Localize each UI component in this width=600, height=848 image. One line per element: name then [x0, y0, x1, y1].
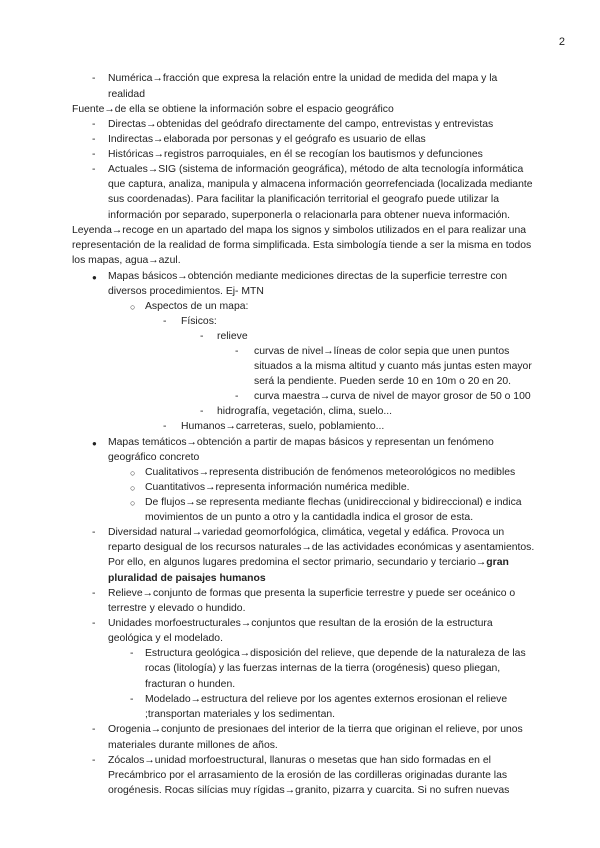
text-line — [145, 693, 507, 706]
text-line — [108, 270, 507, 283]
text-line — [145, 466, 515, 479]
bullet-marker: ● — [92, 273, 97, 282]
line-text: situados a la misma altitud y cuanto más juntas esten mayor — [254, 361, 532, 372]
dash-marker: - — [92, 164, 96, 175]
line-text: geográfico concreto — [108, 452, 200, 463]
line-text: Relieve→conjunto de formas que presenta la superficie terrestre y puede ser oceánico o — [108, 588, 516, 599]
circle-marker: ○ — [130, 468, 136, 478]
text-line — [145, 678, 235, 691]
text-line — [254, 360, 532, 373]
line-text: terrestre y elevado o hundido. — [108, 603, 246, 614]
dash-marker: - — [163, 421, 167, 432]
line-text: Modelado→estructura del relieve por los agentes externos erosionan el relieve — [145, 694, 508, 705]
text-line — [108, 526, 504, 539]
line-text: Mapas temáticos→obtención a partir de mapas básicos y representan un fenómeno — [108, 437, 494, 448]
line-text: curva maestra→curva de nivel de mayor grosor de 50 o 100 — [254, 391, 531, 402]
page-number: 2 — [558, 36, 565, 48]
line-text: Cualitativos→representa distribución de fenómenos meteorológicos no medibles — [145, 467, 516, 478]
dash-marker: - — [92, 527, 96, 538]
line-text: Por ello, en algunos lugares predomina el sector primario, secundario y terciario→ — [108, 557, 487, 568]
text-line — [181, 315, 217, 328]
line-text: Unidades morfoestructurales→conjuntos que resultan de la erosión de la estructura — [108, 618, 493, 629]
text-line — [108, 784, 509, 797]
text-line — [145, 511, 473, 524]
line-text: materiales durante millones de años. — [108, 740, 278, 751]
dash-marker: - — [130, 648, 134, 659]
text-line — [217, 330, 248, 343]
line-text: Físicos: — [181, 316, 217, 327]
dash-marker: - — [92, 149, 96, 160]
dash-marker: - — [235, 346, 239, 357]
line-text: Diversidad natural→variedad geomorfológica, climática, vegetal y edáfica. Provoca un — [108, 527, 505, 538]
line-text: Cuantitativos→representa información numérica medible. — [145, 482, 410, 493]
text-line — [72, 254, 181, 267]
line-text: Orogenia→conjunto de presionaes del interior de la tierra que originan el relieve, por unos — [108, 724, 523, 735]
line-text: Humanos→carreteras, suelo, poblamiento... — [181, 421, 385, 432]
text-line — [108, 209, 510, 222]
text-line — [108, 148, 483, 161]
dash-marker: - — [92, 134, 96, 145]
text-line — [145, 300, 248, 313]
text-line — [108, 541, 534, 554]
line-text: geológica y el modelado. — [108, 633, 223, 644]
dash-marker: - — [163, 316, 167, 327]
dash-marker: - — [92, 724, 96, 735]
text-line — [108, 572, 266, 585]
dash-marker: - — [92, 618, 96, 629]
circle-marker: ○ — [130, 483, 136, 493]
text-line — [108, 587, 515, 600]
line-text: rocas (litología) y las fuerzas internas de la tierra (orogénesis) queso pliegan, — [145, 663, 501, 674]
line-text: reparto desigual de los recursos naturales→de las actividades económicas y asentamientos. — [108, 542, 535, 553]
line-text: Directas→obtenidas del geódrafo directamente del campo, entrevistas y entrevistas — [108, 119, 494, 130]
text-line — [108, 602, 245, 615]
text-line — [108, 88, 145, 101]
text-line — [72, 224, 526, 237]
line-text: Mapas básicos→obtención mediante mediciones directas de la superficie terrestre con — [108, 271, 508, 282]
text-line — [108, 133, 426, 146]
bullet-marker: ● — [92, 439, 97, 448]
line-text: realidad — [108, 89, 145, 100]
line-text: relieve — [217, 331, 248, 342]
bold-text: pluralidad de paisajes humanos — [108, 573, 266, 584]
line-text: sus coordenadas). Para facilitar la planificación territorial el geografo puede utilizar la — [108, 194, 500, 205]
text-line — [108, 632, 223, 645]
line-text: Zócalos→unidad morfoestructural, llanuras o mesetas que han sido formadas en el — [108, 755, 491, 766]
text-line — [217, 405, 392, 418]
text-line — [108, 754, 491, 767]
text-line — [254, 375, 511, 388]
circle-marker: ○ — [130, 302, 136, 312]
dash-marker: - — [130, 694, 134, 705]
text-line — [108, 178, 533, 191]
line-text: que captura, analiza, manipula y almacena información georrefenciada (localizada mediante — [108, 179, 533, 190]
text-line — [108, 617, 493, 630]
dash-marker: - — [92, 588, 96, 599]
line-text: De flujos→se representa mediante flechas (unidireccional y bidireccional) e indica — [145, 497, 522, 508]
text-line — [254, 345, 509, 358]
line-text: Actuales→SIG (sistema de información geográfica), método de alta tecnología informática — [108, 164, 524, 175]
line-text: Históricas→registros parroquiales, en él se recogían los bautismos y defunciones — [108, 149, 483, 160]
dash-marker: - — [235, 391, 239, 402]
line-text: Aspectos de un mapa: — [145, 301, 249, 312]
text-line — [108, 739, 278, 752]
text-line — [254, 390, 531, 403]
dash-marker: - — [200, 331, 204, 342]
text-line — [108, 769, 507, 782]
dash-marker: - — [92, 119, 96, 130]
line-text: será la pendiente. Pueden serde 10 en 10m o 20 en 20. — [254, 376, 512, 387]
dash-marker: - — [200, 406, 204, 417]
text-line — [181, 420, 384, 433]
text-line — [145, 662, 500, 675]
dash-marker: - — [92, 73, 96, 84]
circle-marker: ○ — [130, 498, 136, 508]
text-line — [145, 647, 526, 660]
text-line — [145, 496, 522, 509]
line-text: información por separado, superponerla o relacionarla para obtener nueva información. — [108, 210, 511, 221]
text-line — [108, 451, 199, 464]
text-line — [108, 556, 509, 569]
text-line — [145, 708, 335, 721]
line-text: hidrografía, vegetación, clima, suelo... — [217, 406, 393, 417]
line-text: representación de la realidad de forma simplificada. Esta simbología tiende a ser la misma en todos — [72, 240, 532, 251]
text-line — [108, 436, 494, 449]
line-text: orogénesis. Rocas silícias muy rígidas→granito, pizarra y cuarcita. Si no sufren nuevas — [108, 785, 510, 796]
text-line — [72, 103, 394, 116]
bold-text: gran — [486, 557, 509, 568]
text-line — [108, 285, 264, 298]
line-text: movimientos de un punto a otro y la cantidadla indica el grosor de esta. — [145, 512, 474, 523]
line-text: ;transportan materiales y los sedimentan. — [145, 709, 336, 720]
text-line — [108, 163, 523, 176]
dash-marker: - — [92, 755, 96, 766]
text-line — [108, 118, 493, 131]
line-text: Indirectas→elaborada por personas y el geógrafo es usuario de ellas — [108, 134, 426, 145]
line-text: Precámbrico por el arrasamiento de la erosión de las cordilleras originadas durante las — [108, 770, 508, 781]
line-text: fracturan o hunden. — [145, 679, 236, 690]
line-text: curvas de nivel→líneas de color sepia que unen puntos — [254, 346, 510, 357]
text-line — [108, 72, 497, 85]
line-text: Estructura geológica→disposición del relieve, que depende de la naturaleza de las — [145, 648, 526, 659]
line-text: Leyenda→recoge en un apartado del mapa los signos y simbolos utilizados en el para realizar una — [72, 225, 527, 236]
line-text: Fuente→de ella se obtiene la información sobre el espacio geográfico — [72, 104, 394, 115]
text-line — [108, 193, 499, 206]
text-line — [108, 723, 523, 736]
text-line — [145, 481, 410, 494]
line-text: diversos procedimientos. Ej- MTN — [108, 286, 264, 297]
line-text: Numérica→fracción que expresa la relación entre la unidad de medida del mapa y la — [108, 73, 498, 84]
line-text: los mapas, agua→azul. — [72, 255, 181, 266]
text-line — [72, 239, 531, 252]
